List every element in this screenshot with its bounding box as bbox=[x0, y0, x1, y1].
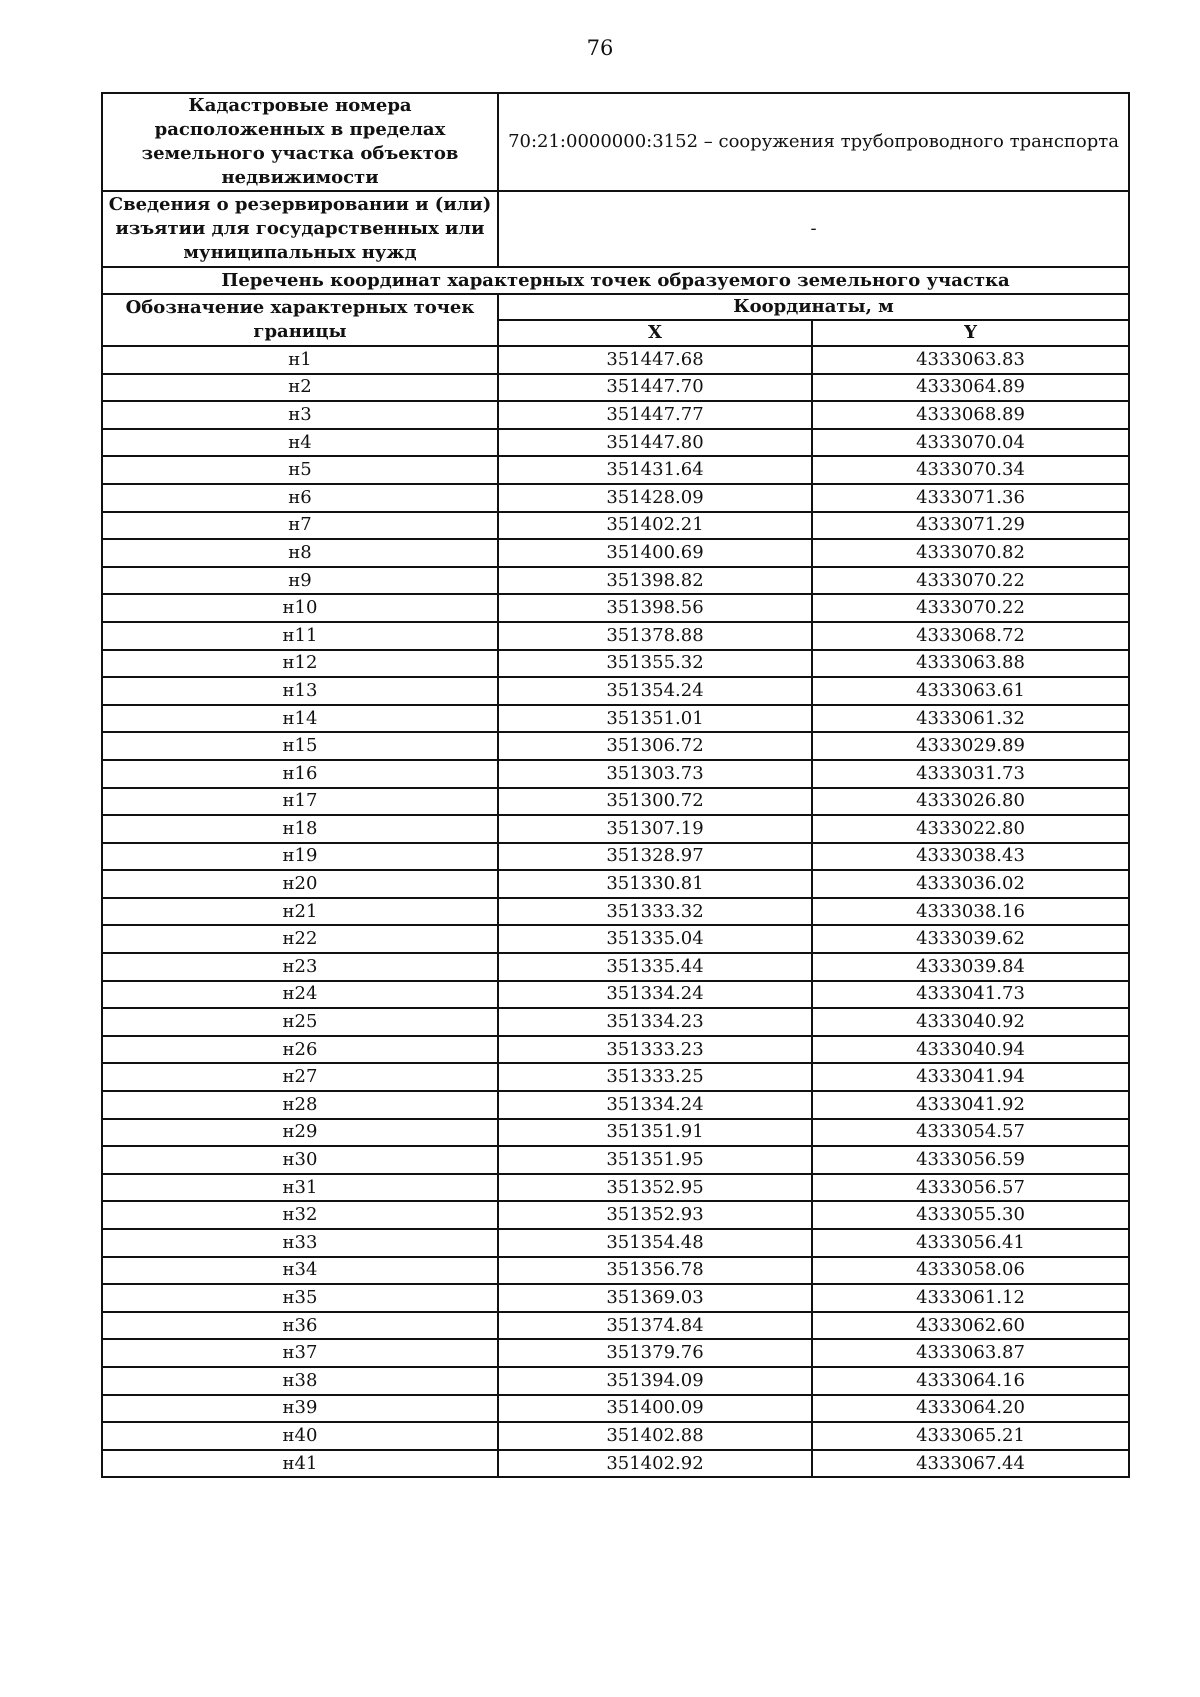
x-coordinate: 351354.24 bbox=[498, 677, 812, 705]
table-row bbox=[102, 1450, 1129, 1478]
y-coordinate: 4333061.32 bbox=[812, 705, 1129, 733]
x-coordinate: 351335.44 bbox=[498, 953, 812, 981]
table-row bbox=[102, 401, 1129, 429]
table-row bbox=[102, 981, 1129, 1009]
x-coordinate: 351335.04 bbox=[498, 925, 812, 953]
point-label: н40 bbox=[102, 1422, 498, 1450]
table-row bbox=[102, 594, 1129, 622]
point-label: н41 bbox=[102, 1450, 498, 1478]
table-row bbox=[102, 677, 1129, 705]
land-plot-table bbox=[101, 92, 1130, 1478]
point-label: н2 bbox=[102, 374, 498, 402]
x-coordinate: 351428.09 bbox=[498, 484, 812, 512]
y-coordinate: 4333040.92 bbox=[812, 1008, 1129, 1036]
y-coordinate: 4333038.16 bbox=[812, 898, 1129, 926]
point-label: н10 bbox=[102, 594, 498, 622]
table-row bbox=[102, 760, 1129, 788]
page-number: 76 bbox=[586, 36, 614, 60]
point-label: н35 bbox=[102, 1284, 498, 1312]
y-coordinate: 4333039.84 bbox=[812, 953, 1129, 981]
table-row bbox=[102, 953, 1129, 981]
y-coordinate: 4333061.12 bbox=[812, 1284, 1129, 1312]
point-label: н3 bbox=[102, 401, 498, 429]
y-coordinate: 4333070.22 bbox=[812, 567, 1129, 595]
y-coordinate: 4333056.41 bbox=[812, 1229, 1129, 1257]
table-row bbox=[102, 732, 1129, 760]
points-column-header: Обозначение характерных точек границы bbox=[102, 294, 498, 346]
table-row bbox=[102, 788, 1129, 816]
x-coordinate: 351351.95 bbox=[498, 1146, 812, 1174]
x-coordinate: 351447.80 bbox=[498, 429, 812, 457]
y-coordinate: 4333041.94 bbox=[812, 1063, 1129, 1091]
table-row bbox=[102, 1201, 1129, 1229]
y-coordinate: 4333070.82 bbox=[812, 539, 1129, 567]
coords-header-row bbox=[102, 294, 1129, 320]
table-row bbox=[102, 1284, 1129, 1312]
table-row bbox=[102, 1119, 1129, 1147]
y-coordinate: 4333070.04 bbox=[812, 429, 1129, 457]
x-coordinate: 351398.56 bbox=[498, 594, 812, 622]
x-coordinate: 351334.24 bbox=[498, 981, 812, 1009]
x-coordinate: 351333.23 bbox=[498, 1036, 812, 1064]
coords-table-title: Перечень координат характерных точек образуемого земельного участка bbox=[102, 267, 1129, 294]
point-label: н18 bbox=[102, 815, 498, 843]
x-coordinate: 351352.93 bbox=[498, 1201, 812, 1229]
x-coordinate: 351333.32 bbox=[498, 898, 812, 926]
y-coordinate: 4333063.83 bbox=[812, 346, 1129, 374]
table-row bbox=[102, 374, 1129, 402]
table-row bbox=[102, 567, 1129, 595]
y-coordinate: 4333040.94 bbox=[812, 1036, 1129, 1064]
x-coordinate: 351447.77 bbox=[498, 401, 812, 429]
y-coordinate: 4333062.60 bbox=[812, 1312, 1129, 1340]
reservation-label: Сведения о резервировании и (или) изъятии для государственных или муниципальных нужд bbox=[102, 191, 498, 267]
point-label: н37 bbox=[102, 1339, 498, 1367]
table-row bbox=[102, 1312, 1129, 1340]
table-row bbox=[102, 429, 1129, 457]
x-coordinate: 351374.84 bbox=[498, 1312, 812, 1340]
x-coordinate: 351447.68 bbox=[498, 346, 812, 374]
table-row bbox=[102, 1146, 1129, 1174]
point-label: н38 bbox=[102, 1367, 498, 1395]
point-label: н26 bbox=[102, 1036, 498, 1064]
point-label: н11 bbox=[102, 622, 498, 650]
point-label: н39 bbox=[102, 1395, 498, 1423]
y-coordinate: 4333063.61 bbox=[812, 677, 1129, 705]
point-label: н6 bbox=[102, 484, 498, 512]
point-label: н1 bbox=[102, 346, 498, 374]
x-coordinate: 351394.09 bbox=[498, 1367, 812, 1395]
point-label: н29 bbox=[102, 1119, 498, 1147]
y-coordinate: 4333064.89 bbox=[812, 374, 1129, 402]
point-label: н27 bbox=[102, 1063, 498, 1091]
table-row bbox=[102, 1395, 1129, 1423]
table-row bbox=[102, 1008, 1129, 1036]
y-coordinate: 4333067.44 bbox=[812, 1450, 1129, 1478]
y-coordinate: 4333056.57 bbox=[812, 1174, 1129, 1202]
y-coordinate: 4333070.22 bbox=[812, 594, 1129, 622]
x-coordinate: 351334.24 bbox=[498, 1091, 812, 1119]
x-coordinate: 351351.01 bbox=[498, 705, 812, 733]
x-coordinate: 351356.78 bbox=[498, 1257, 812, 1285]
y-coordinate: 4333054.57 bbox=[812, 1119, 1129, 1147]
y-coordinate: 4333036.02 bbox=[812, 870, 1129, 898]
point-label: н24 bbox=[102, 981, 498, 1009]
table-row bbox=[102, 1229, 1129, 1257]
x-coordinate: 351400.69 bbox=[498, 539, 812, 567]
table-row bbox=[102, 539, 1129, 567]
table-row bbox=[102, 1091, 1129, 1119]
y-coordinate: 4333070.34 bbox=[812, 456, 1129, 484]
y-coordinate: 4333064.20 bbox=[812, 1395, 1129, 1423]
table-row bbox=[102, 815, 1129, 843]
point-label: н7 bbox=[102, 512, 498, 540]
point-label: н36 bbox=[102, 1312, 498, 1340]
y-coordinate: 4333041.92 bbox=[812, 1091, 1129, 1119]
table-row bbox=[102, 1257, 1129, 1285]
x-coordinate: 351351.91 bbox=[498, 1119, 812, 1147]
table-row bbox=[102, 925, 1129, 953]
point-label: н12 bbox=[102, 650, 498, 678]
point-label: н21 bbox=[102, 898, 498, 926]
y-coordinate: 4333055.30 bbox=[812, 1201, 1129, 1229]
y-coordinate: 4333026.80 bbox=[812, 788, 1129, 816]
point-label: н33 bbox=[102, 1229, 498, 1257]
coords-title-row bbox=[102, 267, 1129, 294]
table-row bbox=[102, 870, 1129, 898]
y-coordinate: 4333031.73 bbox=[812, 760, 1129, 788]
point-label: н22 bbox=[102, 925, 498, 953]
cadastral-label: Кадастровые номера расположенных в пределах земельного участка объектов недвижимости bbox=[102, 93, 498, 191]
x-coordinate: 351431.64 bbox=[498, 456, 812, 484]
point-label: н28 bbox=[102, 1091, 498, 1119]
y-coordinate: 4333068.72 bbox=[812, 622, 1129, 650]
point-label: н5 bbox=[102, 456, 498, 484]
y-coordinate: 4333058.06 bbox=[812, 1257, 1129, 1285]
x-coordinate: 351369.03 bbox=[498, 1284, 812, 1312]
y-coordinate: 4333038.43 bbox=[812, 843, 1129, 871]
y-coordinate: 4333063.87 bbox=[812, 1339, 1129, 1367]
point-label: н16 bbox=[102, 760, 498, 788]
y-coordinate: 4333068.89 bbox=[812, 401, 1129, 429]
point-label: н13 bbox=[102, 677, 498, 705]
x-coordinate: 351402.88 bbox=[498, 1422, 812, 1450]
x-coordinate: 351307.19 bbox=[498, 815, 812, 843]
x-coordinate: 351355.32 bbox=[498, 650, 812, 678]
point-label: н14 bbox=[102, 705, 498, 733]
point-label: н30 bbox=[102, 1146, 498, 1174]
point-label: н20 bbox=[102, 870, 498, 898]
reservation-row bbox=[102, 191, 1129, 267]
x-coordinate: 351379.76 bbox=[498, 1339, 812, 1367]
x-coordinate: 351300.72 bbox=[498, 788, 812, 816]
y-coordinate: 4333063.88 bbox=[812, 650, 1129, 678]
x-coordinate: 351354.48 bbox=[498, 1229, 812, 1257]
table-row bbox=[102, 1339, 1129, 1367]
y-coordinate: 4333041.73 bbox=[812, 981, 1129, 1009]
table-row bbox=[102, 622, 1129, 650]
x-coordinate: 351333.25 bbox=[498, 1063, 812, 1091]
point-label: н19 bbox=[102, 843, 498, 871]
y-coordinate: 4333071.36 bbox=[812, 484, 1129, 512]
cadastral-value: 70:21:0000000:3152 – сооружения трубопроводного транспорта bbox=[498, 93, 1129, 191]
y-coordinate: 4333071.29 bbox=[812, 512, 1129, 540]
point-label: н4 bbox=[102, 429, 498, 457]
x-coordinate: 351328.97 bbox=[498, 843, 812, 871]
table-row bbox=[102, 705, 1129, 733]
y-coordinate: 4333029.89 bbox=[812, 732, 1129, 760]
y-coordinate: 4333039.62 bbox=[812, 925, 1129, 953]
table-row bbox=[102, 512, 1129, 540]
table-row bbox=[102, 898, 1129, 926]
x-coordinate: 351334.23 bbox=[498, 1008, 812, 1036]
point-label: н23 bbox=[102, 953, 498, 981]
y-coordinate: 4333065.21 bbox=[812, 1422, 1129, 1450]
x-coordinate: 351306.72 bbox=[498, 732, 812, 760]
point-label: н34 bbox=[102, 1257, 498, 1285]
x-coordinate: 351400.09 bbox=[498, 1395, 812, 1423]
y-coordinate: 4333064.16 bbox=[812, 1367, 1129, 1395]
point-label: н17 bbox=[102, 788, 498, 816]
point-label: н32 bbox=[102, 1201, 498, 1229]
x-coordinate: 351378.88 bbox=[498, 622, 812, 650]
y-coordinate: 4333022.80 bbox=[812, 815, 1129, 843]
x-coordinate: 351402.21 bbox=[498, 512, 812, 540]
table-row bbox=[102, 1174, 1129, 1202]
table-row bbox=[102, 1063, 1129, 1091]
table-row bbox=[102, 1367, 1129, 1395]
x-coordinate: 351330.81 bbox=[498, 870, 812, 898]
table-row bbox=[102, 650, 1129, 678]
point-label: н25 bbox=[102, 1008, 498, 1036]
x-coordinate: 351402.92 bbox=[498, 1450, 812, 1478]
table-row bbox=[102, 346, 1129, 374]
point-label: н9 bbox=[102, 567, 498, 595]
table-row bbox=[102, 456, 1129, 484]
table-row bbox=[102, 484, 1129, 512]
table-row bbox=[102, 1036, 1129, 1064]
x-coordinate: 351398.82 bbox=[498, 567, 812, 595]
x-coordinate: 351447.70 bbox=[498, 374, 812, 402]
table-row bbox=[102, 843, 1129, 871]
y-column-header: Y bbox=[812, 320, 1129, 346]
coordinates-column-header: Координаты, м bbox=[498, 294, 1129, 320]
x-coordinate: 351352.95 bbox=[498, 1174, 812, 1202]
point-label: н15 bbox=[102, 732, 498, 760]
cadastral-row bbox=[102, 93, 1129, 191]
y-coordinate: 4333056.59 bbox=[812, 1146, 1129, 1174]
point-label: н31 bbox=[102, 1174, 498, 1202]
x-coordinate: 351303.73 bbox=[498, 760, 812, 788]
reservation-value: - bbox=[498, 191, 1129, 267]
x-column-header: X bbox=[498, 320, 812, 346]
point-label: н8 bbox=[102, 539, 498, 567]
table-row bbox=[102, 1422, 1129, 1450]
